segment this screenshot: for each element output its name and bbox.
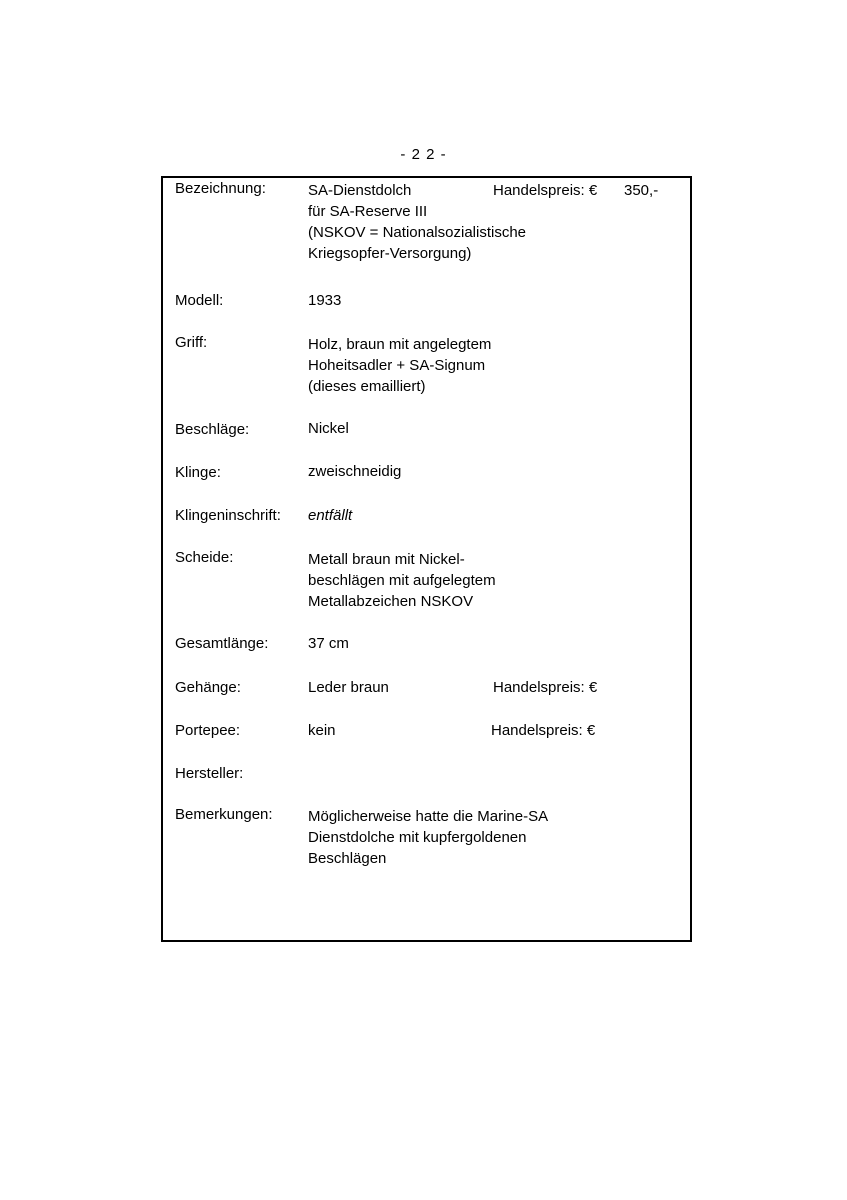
value-klinge: zweischneidig <box>308 463 402 480</box>
price-label-bezeichnung: Handelspreis: € <box>493 182 598 199</box>
label-klinge: Klinge: <box>175 464 221 481</box>
label-modell: Modell: <box>175 292 224 309</box>
label-bezeichnung: Bezeichnung: <box>175 180 266 197</box>
value-scheide-line-3: Metallabzeichen NSKOV <box>308 593 474 610</box>
page-number: - 2 2 - <box>400 146 447 163</box>
value-bezeichnung-line-1: SA-Dienstdolch <box>308 182 412 199</box>
value-gehaenge: Leder braun <box>308 679 389 696</box>
label-gehaenge: Gehänge: <box>175 679 241 696</box>
value-bezeichnung-line-4: Kriegsopfer-Versorgung) <box>308 245 472 262</box>
value-scheide-line-1: Metall braun mit Nickel- <box>308 551 465 568</box>
value-bemerkungen-line-3: Beschlägen <box>308 850 387 867</box>
price-label-gehaenge: Handelspreis: € <box>493 679 598 696</box>
value-griff-line-3: (dieses emailliert) <box>308 378 426 395</box>
label-scheide: Scheide: <box>175 549 234 566</box>
value-klingeninschrift: entfällt <box>308 507 353 524</box>
label-beschlaege: Beschläge: <box>175 421 250 438</box>
value-gesamtlaenge: 37 cm <box>308 635 349 652</box>
price-label-portepee: Handelspreis: € <box>491 722 596 739</box>
label-griff: Griff: <box>175 334 208 351</box>
value-beschlaege: Nickel <box>308 420 349 437</box>
label-portepee: Portepee: <box>175 722 241 739</box>
value-modell: 1933 <box>308 292 342 309</box>
value-portepee: kein <box>308 722 336 739</box>
value-bemerkungen-line-2: Dienstdolche mit kupfergoldenen <box>308 829 527 846</box>
label-klingeninschrift: Klingeninschrift: <box>175 507 281 524</box>
value-bemerkungen-line-1: Möglicherweise hatte die Marine-SA <box>308 808 549 825</box>
value-scheide-line-2: beschlägen mit aufgelegtem <box>308 572 496 589</box>
label-bemerkungen: Bemerkungen: <box>175 806 273 823</box>
label-hersteller: Hersteller: <box>175 765 244 782</box>
value-griff-line-2: Hoheitsadler + SA-Signum <box>308 357 486 374</box>
value-griff-line-1: Holz, braun mit angelegtem <box>308 336 492 353</box>
value-bezeichnung-line-3: (NSKOV = Nationalsozialistische <box>308 224 527 241</box>
value-bezeichnung-line-2: für SA-Reserve III <box>308 203 428 220</box>
price-value-bezeichnung: 350,- <box>624 182 659 199</box>
item-card <box>161 176 692 942</box>
label-gesamtlaenge: Gesamtlänge: <box>175 635 269 652</box>
